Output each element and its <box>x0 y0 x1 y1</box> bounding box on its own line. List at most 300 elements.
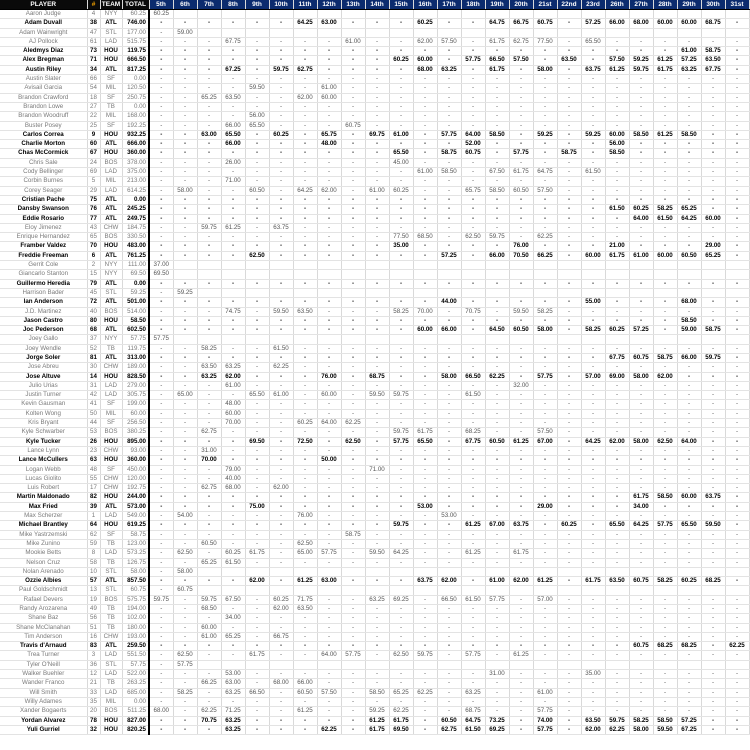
header-day[interactable]: 23rd <box>581 0 605 10</box>
day-score: - <box>149 558 173 567</box>
day-score: - <box>509 177 533 186</box>
day-score: - <box>677 121 701 130</box>
day-score: - <box>437 419 461 428</box>
day-score: - <box>485 84 509 93</box>
table-row[interactable] <box>0 353 749 362</box>
header-day[interactable]: 22nd <box>557 0 581 10</box>
day-score: - <box>221 651 245 660</box>
table-row[interactable] <box>0 725 749 734</box>
table-row[interactable] <box>0 549 749 558</box>
day-score: - <box>629 605 653 614</box>
day-score: - <box>701 130 725 139</box>
table-row[interactable] <box>0 65 749 74</box>
player-number: 18 <box>87 93 100 102</box>
table-row[interactable] <box>0 140 749 149</box>
day-score: 62.00 <box>581 725 605 734</box>
table-row[interactable] <box>0 93 749 102</box>
day-score: - <box>173 47 197 56</box>
table-row[interactable] <box>0 251 749 260</box>
day-score: - <box>365 632 389 641</box>
player-team: ATL <box>100 19 122 28</box>
day-score: - <box>245 707 269 716</box>
day-score: 66.75 <box>509 19 533 28</box>
day-score: 66.00 <box>221 121 245 130</box>
table-row[interactable] <box>0 381 749 390</box>
day-score: - <box>533 605 557 614</box>
table-row[interactable] <box>0 623 749 632</box>
day-score: 59.00 <box>677 326 701 335</box>
day-score <box>317 270 341 279</box>
player-name: Giancarlo Stanton <box>0 270 87 279</box>
day-score: - <box>245 539 269 548</box>
table-row[interactable] <box>0 363 749 372</box>
header-day[interactable]: 11th <box>293 0 317 10</box>
table-row[interactable] <box>0 660 749 669</box>
player-team: ATL <box>100 214 122 223</box>
day-score: - <box>653 530 677 539</box>
day-score: 61.75 <box>653 65 677 74</box>
day-score <box>653 270 677 279</box>
day-score: 71.75 <box>293 595 317 604</box>
day-score <box>557 288 581 297</box>
day-score: - <box>533 623 557 632</box>
table-row[interactable] <box>0 84 749 93</box>
table-row[interactable] <box>0 651 749 660</box>
day-score: - <box>269 112 293 121</box>
day-score: - <box>317 112 341 121</box>
header-day[interactable]: 30th <box>701 0 725 10</box>
day-score: - <box>365 558 389 567</box>
day-score: 62.00 <box>509 577 533 586</box>
day-score: - <box>317 605 341 614</box>
day-score <box>437 261 461 270</box>
table-row[interactable] <box>0 37 749 46</box>
day-score: - <box>461 512 485 521</box>
day-score: 57.50 <box>533 186 557 195</box>
player-name: Kolten Wong <box>0 409 87 418</box>
day-score: 62.00 <box>245 577 269 586</box>
day-score: - <box>437 391 461 400</box>
table-row[interactable] <box>0 586 749 595</box>
day-score: - <box>485 465 509 474</box>
day-score: - <box>557 716 581 725</box>
day-score: 60.00 <box>605 130 629 139</box>
day-score: - <box>533 679 557 688</box>
day-score <box>557 28 581 37</box>
day-score: - <box>245 214 269 223</box>
day-score: - <box>485 391 509 400</box>
day-score: - <box>221 112 245 121</box>
day-score <box>221 261 245 270</box>
day-score: - <box>581 688 605 697</box>
header-number[interactable]: # <box>87 0 100 10</box>
day-score <box>725 335 749 344</box>
table-row[interactable] <box>0 270 749 279</box>
table-row[interactable] <box>0 10 749 19</box>
table-row[interactable] <box>0 75 749 84</box>
table-row[interactable] <box>0 205 749 214</box>
day-score: - <box>629 419 653 428</box>
header-player[interactable]: PLAYER <box>0 0 87 10</box>
day-score: - <box>365 168 389 177</box>
day-score: - <box>245 632 269 641</box>
day-score: - <box>701 651 725 660</box>
table-row[interactable] <box>0 577 749 586</box>
day-score: 59.75 <box>197 595 221 604</box>
table-row[interactable] <box>0 474 749 483</box>
day-score <box>221 567 245 576</box>
table-row[interactable] <box>0 697 749 706</box>
table-row[interactable] <box>0 558 749 567</box>
player-team: TB <box>100 102 122 111</box>
header-total[interactable]: TOTAL <box>122 0 149 10</box>
table-row[interactable] <box>0 158 749 167</box>
header-team[interactable]: TEAM <box>101 1 121 8</box>
table-row[interactable] <box>0 28 749 37</box>
day-score: - <box>173 214 197 223</box>
day-score <box>341 567 365 576</box>
day-score: - <box>701 456 725 465</box>
day-score: - <box>533 521 557 530</box>
header-day[interactable]: 31st <box>725 0 749 10</box>
header-day[interactable]: 28th <box>653 0 677 10</box>
day-score: 60.50 <box>509 186 533 195</box>
table-row[interactable] <box>0 195 749 204</box>
day-score: 57.75 <box>653 521 677 530</box>
table-row[interactable] <box>0 595 749 604</box>
day-score: - <box>341 177 365 186</box>
player-team: ATL <box>100 140 122 149</box>
header-day[interactable]: 26th <box>605 0 629 10</box>
day-score <box>485 335 509 344</box>
day-score: - <box>149 651 173 660</box>
header-day[interactable]: 12th <box>317 0 341 10</box>
table-row[interactable] <box>0 530 749 539</box>
day-score: - <box>485 688 509 697</box>
player-team: SF <box>100 400 122 409</box>
table-row[interactable] <box>0 539 749 548</box>
player-number: 83 <box>87 642 100 651</box>
day-score: - <box>581 84 605 93</box>
header-day[interactable]: 7th <box>197 0 221 10</box>
day-score: - <box>509 679 533 688</box>
day-score: - <box>245 205 269 214</box>
player-total: 0.00 <box>122 102 149 111</box>
table-row[interactable] <box>0 688 749 697</box>
day-score: - <box>653 140 677 149</box>
day-score: - <box>533 651 557 660</box>
day-score: 61.25 <box>533 577 557 586</box>
day-score: - <box>629 409 653 418</box>
day-score: - <box>341 446 365 455</box>
day-score: - <box>293 130 317 139</box>
header-day[interactable]: 20th <box>509 0 533 10</box>
table-row[interactable] <box>0 679 749 688</box>
day-score: - <box>557 102 581 111</box>
day-score: - <box>389 539 413 548</box>
day-score <box>485 261 509 270</box>
day-score: - <box>701 400 725 409</box>
day-score: 63.75 <box>413 577 437 586</box>
day-score: - <box>389 642 413 651</box>
day-score <box>341 335 365 344</box>
day-score: - <box>581 623 605 632</box>
day-score: - <box>413 102 437 111</box>
day-score: 66.75 <box>269 632 293 641</box>
day-score: - <box>365 223 389 232</box>
day-score: - <box>605 316 629 325</box>
day-score <box>629 660 653 669</box>
day-score: - <box>725 670 749 679</box>
header-day[interactable]: 21st <box>533 0 557 10</box>
table-row[interactable] <box>0 288 749 297</box>
table-row[interactable] <box>0 149 749 158</box>
table-row[interactable] <box>0 186 749 195</box>
player-team: NYY <box>100 335 122 344</box>
table-row[interactable] <box>0 214 749 223</box>
player-number: 3 <box>87 651 100 660</box>
day-score: 59.25 <box>629 56 653 65</box>
table-row[interactable] <box>0 670 749 679</box>
day-score: - <box>581 539 605 548</box>
day-score: - <box>437 605 461 614</box>
day-score <box>413 270 437 279</box>
day-score: - <box>173 326 197 335</box>
table-row[interactable] <box>0 279 749 288</box>
day-score: 65.50 <box>389 149 413 158</box>
day-score: 57.75 <box>317 549 341 558</box>
day-score <box>437 28 461 37</box>
header-day[interactable]: 5th <box>149 0 173 10</box>
table-row[interactable] <box>0 335 749 344</box>
day-score: 62.00 <box>293 93 317 102</box>
day-score: 58.75 <box>341 530 365 539</box>
day-score: 64.00 <box>677 437 701 446</box>
player-name: Aaron Judge <box>0 10 87 19</box>
header-day[interactable]: 15th <box>389 0 413 10</box>
header-day[interactable]: 8th <box>221 0 245 10</box>
day-score: - <box>293 670 317 679</box>
player-name: Randy Arozarena <box>0 605 87 614</box>
day-score: - <box>365 502 389 511</box>
table-row[interactable] <box>0 400 749 409</box>
player-total: 194.00 <box>122 605 149 614</box>
table-row[interactable] <box>0 446 749 455</box>
day-score: 68.00 <box>269 679 293 688</box>
day-score: - <box>629 558 653 567</box>
day-score: - <box>701 530 725 539</box>
day-score: - <box>269 140 293 149</box>
table-row[interactable] <box>0 707 749 716</box>
table-row[interactable] <box>0 419 749 428</box>
day-score: - <box>485 446 509 455</box>
day-score: - <box>653 446 677 455</box>
day-score: - <box>389 670 413 679</box>
day-score: 64.50 <box>485 326 509 335</box>
player-name: Freddie Freeman <box>0 251 87 260</box>
day-score: 61.25 <box>605 65 629 74</box>
day-score: 60.25 <box>389 186 413 195</box>
header-day[interactable]: 19th <box>485 0 509 10</box>
day-score: - <box>149 279 173 288</box>
day-score: - <box>413 112 437 121</box>
day-score: 66.25 <box>197 679 221 688</box>
day-score: - <box>197 186 221 195</box>
day-score: - <box>317 177 341 186</box>
day-score: - <box>245 47 269 56</box>
table-row[interactable] <box>0 632 749 641</box>
table-row[interactable] <box>0 102 749 111</box>
day-score: 62.00 <box>221 372 245 381</box>
table-row[interactable] <box>0 56 749 65</box>
day-score <box>365 28 389 37</box>
day-score: - <box>173 400 197 409</box>
table-row[interactable] <box>0 567 749 576</box>
day-score: 58.25 <box>533 307 557 316</box>
table-row[interactable] <box>0 465 749 474</box>
table-row[interactable] <box>0 344 749 353</box>
day-score: - <box>677 93 701 102</box>
header-day[interactable]: 16th <box>413 0 437 10</box>
table-row[interactable] <box>0 372 749 381</box>
day-score: - <box>293 84 317 93</box>
table-row[interactable] <box>0 437 749 446</box>
day-score: - <box>317 623 341 632</box>
day-score: - <box>173 539 197 548</box>
header-day[interactable]: 14th <box>365 0 389 10</box>
day-score: 61.00 <box>341 37 365 46</box>
day-score: - <box>293 242 317 251</box>
table-row[interactable] <box>0 716 749 725</box>
day-score: - <box>341 456 365 465</box>
day-score: - <box>149 530 173 539</box>
day-score: - <box>389 363 413 372</box>
header-day[interactable]: 18th <box>461 0 485 10</box>
table-row[interactable] <box>0 168 749 177</box>
day-score: - <box>365 56 389 65</box>
day-score: - <box>413 623 437 632</box>
day-score: 62.25 <box>317 725 341 734</box>
table-row[interactable] <box>0 614 749 623</box>
day-score: - <box>725 158 749 167</box>
table-row[interactable] <box>0 233 749 242</box>
day-score <box>509 586 533 595</box>
day-score: - <box>653 605 677 614</box>
header-day[interactable]: 29th <box>677 0 701 10</box>
day-score: - <box>437 651 461 660</box>
player-name: Harrison Bader <box>0 288 87 297</box>
header-day[interactable]: 17th <box>437 0 461 10</box>
day-score: 58.00 <box>533 65 557 74</box>
table-row[interactable] <box>0 493 749 502</box>
table-row[interactable] <box>0 19 749 28</box>
day-score: - <box>341 474 365 483</box>
player-total: 102.00 <box>122 614 149 623</box>
day-score: - <box>509 632 533 641</box>
day-score: 21.00 <box>605 242 629 251</box>
table-row[interactable] <box>0 642 749 651</box>
header-day[interactable]: 9th <box>245 0 269 10</box>
day-score: - <box>221 47 245 56</box>
day-score: 71.00 <box>221 177 245 186</box>
day-score: - <box>605 642 629 651</box>
day-score <box>581 270 605 279</box>
table-row[interactable] <box>0 307 749 316</box>
day-score: - <box>485 149 509 158</box>
table-row[interactable] <box>0 112 749 121</box>
day-score: - <box>365 614 389 623</box>
table-row[interactable] <box>0 261 749 270</box>
day-score <box>461 288 485 297</box>
day-score: - <box>173 130 197 139</box>
table-row[interactable] <box>0 130 749 139</box>
table-row[interactable] <box>0 391 749 400</box>
table-row[interactable] <box>0 177 749 186</box>
day-score: - <box>317 428 341 437</box>
day-score <box>533 270 557 279</box>
day-score: - <box>509 121 533 130</box>
header-day[interactable]: 10th <box>269 0 293 10</box>
player-total: 666.50 <box>122 56 149 65</box>
day-score: - <box>221 149 245 158</box>
table-row[interactable] <box>0 456 749 465</box>
table-row[interactable] <box>0 316 749 325</box>
table-row[interactable] <box>0 484 749 493</box>
table-row[interactable] <box>0 409 749 418</box>
player-name: Joc Pederson <box>0 326 87 335</box>
header-day[interactable]: 6th <box>173 0 197 10</box>
day-score: - <box>653 632 677 641</box>
day-score: 60.75 <box>173 586 197 595</box>
table-row[interactable] <box>0 121 749 130</box>
player-total: 60.00 <box>122 409 149 418</box>
table-row[interactable] <box>0 223 749 232</box>
day-score <box>269 335 293 344</box>
table-row[interactable] <box>0 605 749 614</box>
day-score: - <box>605 605 629 614</box>
player-name: Willy Adames <box>0 697 87 706</box>
table-row[interactable] <box>0 326 749 335</box>
player-name: Enrique Hernandez <box>0 233 87 242</box>
table-row[interactable] <box>0 521 749 530</box>
day-score: - <box>341 512 365 521</box>
header-day[interactable]: 27th <box>629 0 653 10</box>
day-score: - <box>317 595 341 604</box>
day-score: - <box>245 233 269 242</box>
day-score: 63.25 <box>221 725 245 734</box>
day-score: - <box>509 391 533 400</box>
day-score: 54.00 <box>173 512 197 521</box>
day-score: - <box>725 242 749 251</box>
day-score: - <box>485 605 509 614</box>
day-score: - <box>557 177 581 186</box>
table-row[interactable] <box>0 242 749 251</box>
table-row[interactable] <box>0 298 749 307</box>
table-row[interactable] <box>0 47 749 56</box>
player-name: Justin Turner <box>0 391 87 400</box>
header-day[interactable]: 13th <box>341 0 365 10</box>
day-score: 76.00 <box>317 372 341 381</box>
day-score: - <box>365 512 389 521</box>
table-row[interactable] <box>0 428 749 437</box>
day-score <box>581 261 605 270</box>
player-number: 51 <box>87 623 100 632</box>
day-score <box>413 10 437 19</box>
day-score: 59.50 <box>365 391 389 400</box>
table-row[interactable] <box>0 502 749 511</box>
day-score: 72.50 <box>293 437 317 446</box>
table-row[interactable] <box>0 512 749 521</box>
